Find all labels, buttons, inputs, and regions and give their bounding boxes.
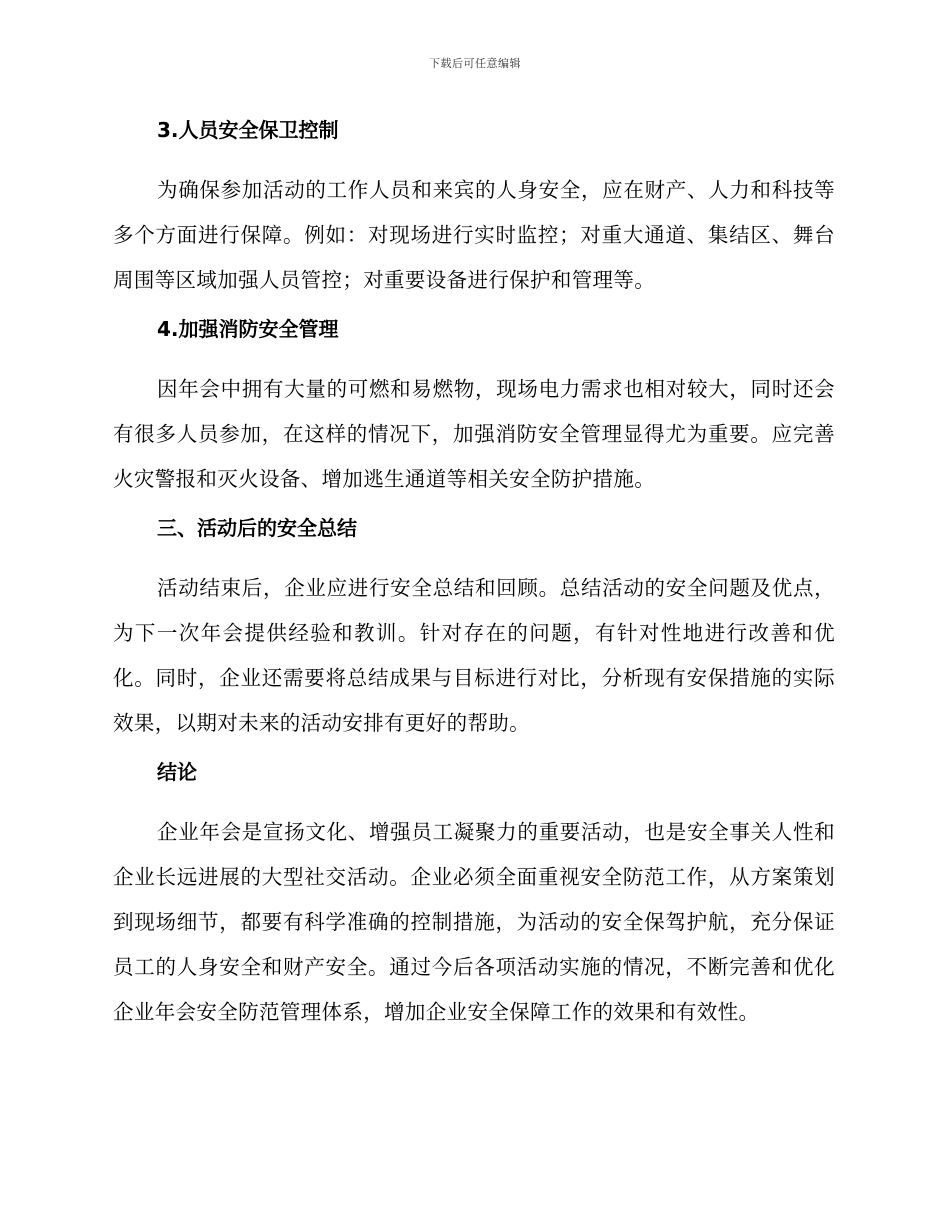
spacer [113, 551, 835, 566]
section-heading-post-event-summary: 三、活动后的安全总结 [157, 516, 357, 540]
section-heading-fire-safety: 4.加强消防安全管理 [157, 317, 339, 341]
spacer [113, 352, 835, 367]
section-heading-conclusion: 结论 [157, 760, 197, 784]
section-paragraph-post-event-summary: 活动结束后，企业应进行安全总结和回顾。总结活动的安全问题及优点，为下一次年会提供经验和教训。针对存在的问题，有针对性地进行改善和优化。同时，企业还需要将总结成果与目标进行对比，分析现有安保措施的实际效果，以期对未来的活动安排有更好的帮助。 [113, 576, 835, 735]
spacer [113, 795, 835, 810]
section-paragraph-fire-safety: 因年会中拥有大量的可燃和易燃物，现场电力需求也相对较大，同时还会有很多人员参加，在这样的情况下，加强消防安全管理显得尤为重要。应完善火灾警报和灭火设备、增加逃生通道等相关安全防护措施。 [113, 377, 835, 491]
section-heading-personnel-security: 3.人员安全保卫控制 [157, 118, 339, 142]
section-paragraph-conclusion: 企业年会是宣扬文化、增强员工凝聚力的重要活动，也是安全事关人性和企业长远进展的大型社交活动。企业必须全面重视安全防范工作，从方案策划到现场细节，都要有科学准确的控制措施，为活动的安全保驾护航，充分保证员工的人身安全和财产安全。通过今后各项活动实施的情况，不断完善和优化企业年会安全防范管理体系，增加企业安全保障工作的效果和有效性。 [113, 820, 835, 1024]
document-body [113, 108, 835, 1039]
spacer [113, 153, 835, 168]
page-header-note: 下载后可任意编辑 [429, 57, 521, 70]
section-paragraph-personnel-security: 为确保参加活动的工作人员和来宾的人身安全，应在财产、人力和科技等多个方面进行保障。例如：对现场进行实时监控；对重大通道、集结区、舞台周围等区域加强人员管控；对重要设备进行保护和管理等。 [113, 178, 835, 292]
